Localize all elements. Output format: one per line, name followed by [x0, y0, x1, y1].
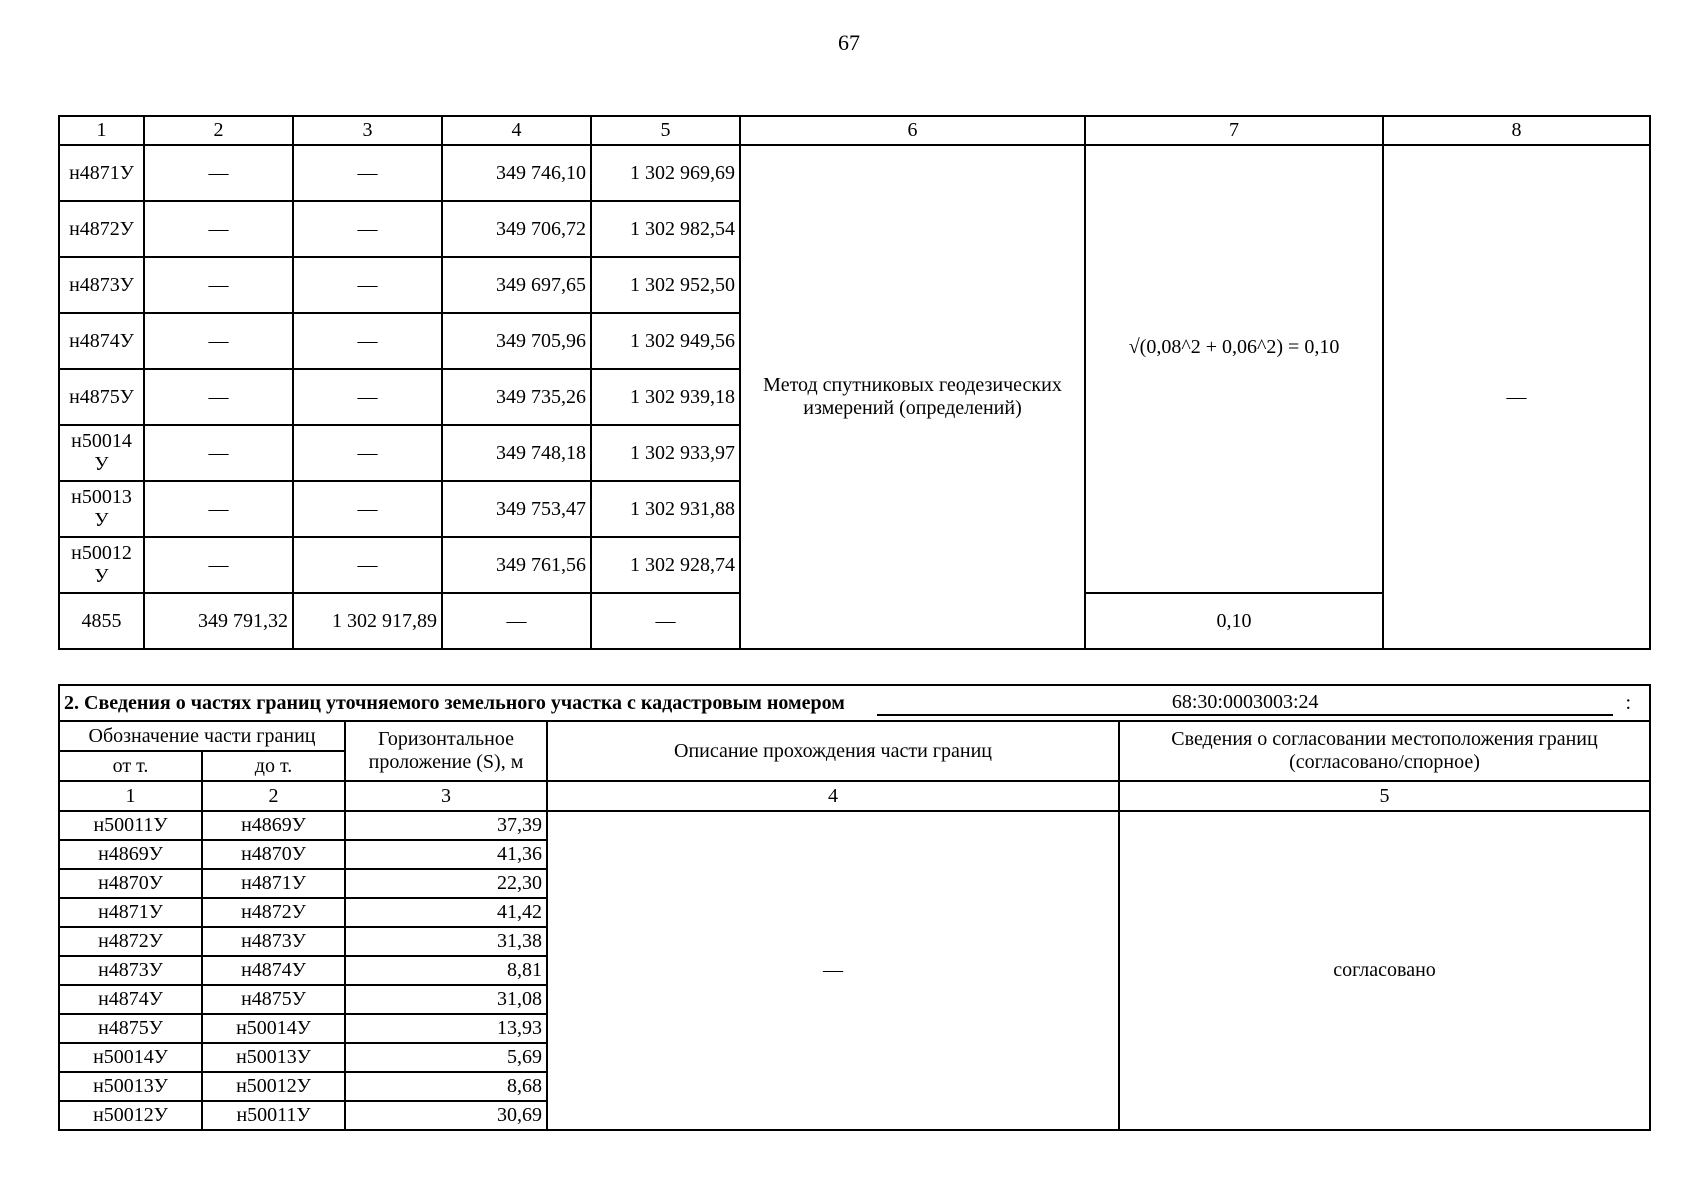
- horizontal-distance: 13,93: [345, 1014, 547, 1043]
- method-line1: Метод спутниковых геодезических: [763, 374, 1062, 396]
- point-name-line: У: [94, 565, 109, 587]
- boundary-parts-table: [58, 684, 1651, 1131]
- from-point: н4874У: [59, 985, 202, 1014]
- table-row: [59, 811, 1650, 840]
- table2-col-number: 5: [1119, 781, 1650, 811]
- description-value: —: [547, 811, 1119, 1130]
- point-name-line: н4874У: [69, 329, 134, 352]
- coord-c5: 1 302 931,88: [591, 481, 740, 537]
- page-number: 67: [838, 30, 860, 55]
- coord-c2: —: [144, 201, 293, 257]
- coord-c3: —: [293, 313, 442, 369]
- from-point: н50011У: [59, 811, 202, 840]
- header-part-designation: Обозначение части границ: [59, 721, 345, 751]
- coord-c4: 349 735,26: [442, 369, 591, 425]
- table1-header-cell: 1: [59, 116, 144, 145]
- coord-c3: —: [293, 257, 442, 313]
- from-point: н4875У: [59, 1014, 202, 1043]
- coord-c4: 349 705,96: [442, 313, 591, 369]
- table1-header-row: [59, 116, 1650, 145]
- coord-c5: 1 302 969,69: [591, 145, 740, 201]
- measurement-method: [740, 145, 1085, 649]
- horizontal-distance: 8,68: [345, 1072, 547, 1101]
- coord-c5: 1 302 952,50: [591, 257, 740, 313]
- coord-c3: —: [293, 537, 442, 593]
- table1-header-cell: 7: [1085, 116, 1383, 145]
- coord-c2: —: [144, 369, 293, 425]
- coord-c3: 1 302 917,89: [293, 593, 442, 649]
- coord-c5: 1 302 939,18: [591, 369, 740, 425]
- header-horizontal-line2: проложение (S), м: [368, 751, 524, 773]
- header-agreement-line2: (согласовано/спорное): [1289, 751, 1480, 773]
- coord-c4: 349 697,65: [442, 257, 591, 313]
- to-point: н50014У: [202, 1014, 345, 1043]
- table2-col-number: 1: [59, 781, 202, 811]
- coord-c2: —: [144, 481, 293, 537]
- point-name-line: н4875У: [69, 385, 134, 408]
- header-agreement: [1119, 721, 1650, 781]
- point-name-line: н4873У: [69, 273, 134, 296]
- table2-number-row: [59, 781, 1650, 811]
- table2-header-row: [59, 721, 1650, 751]
- point-name: [59, 313, 144, 369]
- horizontal-distance: 41,36: [345, 840, 547, 869]
- table1-header-cell: 8: [1383, 116, 1650, 145]
- coord-c4: 349 753,47: [442, 481, 591, 537]
- table1-header-cell: 6: [740, 116, 1085, 145]
- point-name: [59, 537, 144, 593]
- coord-c2: —: [144, 257, 293, 313]
- header-to: до т.: [202, 751, 345, 781]
- coord-c3: —: [293, 369, 442, 425]
- from-point: н50014У: [59, 1043, 202, 1072]
- coord-c4: 349 706,72: [442, 201, 591, 257]
- table1-header-cell: 3: [293, 116, 442, 145]
- section2-title-row: [59, 685, 1650, 721]
- from-point: н4872У: [59, 927, 202, 956]
- point-name-line: У: [94, 509, 109, 531]
- header-horizontal-line1: Горизонтальное: [378, 728, 514, 750]
- horizontal-distance: 37,39: [345, 811, 547, 840]
- table-row: [59, 145, 1650, 201]
- horizontal-distance: 8,81: [345, 956, 547, 985]
- table2-col-number: 4: [547, 781, 1119, 811]
- coord-c5: 1 302 928,74: [591, 537, 740, 593]
- point-name-line: н50012: [71, 542, 132, 564]
- coord-c2: —: [144, 425, 293, 481]
- from-point: н4873У: [59, 956, 202, 985]
- point-name: [59, 369, 144, 425]
- point-name-line: н4871У: [69, 161, 134, 184]
- to-point: н50012У: [202, 1072, 345, 1101]
- coord-c2: 349 791,32: [144, 593, 293, 649]
- horizontal-distance: 5,69: [345, 1043, 547, 1072]
- section2-title: 2. Сведения о частях границ уточняемого земельного участка с кадастровым номером: [64, 691, 845, 714]
- coord-c3: —: [293, 145, 442, 201]
- agreement-value: согласовано: [1119, 811, 1650, 1130]
- horizontal-distance: 41,42: [345, 898, 547, 927]
- coord-c5: 1 302 933,97: [591, 425, 740, 481]
- coord-c3: —: [293, 201, 442, 257]
- section2-title-cell: [59, 685, 1650, 721]
- point-name-line: н4872У: [69, 217, 134, 240]
- from-point: н50013У: [59, 1072, 202, 1101]
- horizontal-distance: 30,69: [345, 1101, 547, 1130]
- coordinates-table: [58, 115, 1651, 650]
- cadastral-number: 68:30:0003003:24: [877, 690, 1614, 716]
- coord-c2: —: [144, 313, 293, 369]
- point-name: [59, 425, 144, 481]
- to-point: н4873У: [202, 927, 345, 956]
- point-name: [59, 481, 144, 537]
- table2-col-number: 3: [345, 781, 547, 811]
- to-point: н50011У: [202, 1101, 345, 1130]
- coord-c4: 349 748,18: [442, 425, 591, 481]
- point-name: [59, 593, 144, 649]
- point-name-line: У: [94, 453, 109, 475]
- horizontal-distance: 31,38: [345, 927, 547, 956]
- section2-colon: :: [1625, 691, 1632, 714]
- coord-c5: 1 302 982,54: [591, 201, 740, 257]
- coord-c2: —: [144, 145, 293, 201]
- header-agreement-line1: Сведения о согласовании местоположения границ: [1171, 728, 1598, 750]
- header-horizontal-distance: [345, 721, 547, 781]
- to-point: н4871У: [202, 869, 345, 898]
- method-line2: измерений (определений): [803, 397, 1022, 419]
- col8-value: —: [1383, 145, 1650, 649]
- table2-col-number: 2: [202, 781, 345, 811]
- header-description: Описание прохождения части границ: [547, 721, 1119, 781]
- horizontal-distance: 22,30: [345, 869, 547, 898]
- point-name-line: 4855: [81, 609, 122, 632]
- coord-c5: 1 302 949,56: [591, 313, 740, 369]
- to-point: н4870У: [202, 840, 345, 869]
- horizontal-distance: 31,08: [345, 985, 547, 1014]
- from-point: н50012У: [59, 1101, 202, 1130]
- to-point: н4874У: [202, 956, 345, 985]
- to-point: н50013У: [202, 1043, 345, 1072]
- from-point: н4869У: [59, 840, 202, 869]
- to-point: н4869У: [202, 811, 345, 840]
- coord-c4: 349 746,10: [442, 145, 591, 201]
- point-name: [59, 145, 144, 201]
- point-name-line: н50013: [71, 486, 132, 508]
- to-point: н4875У: [202, 985, 345, 1014]
- table1-header-cell: 4: [442, 116, 591, 145]
- from-point: н4871У: [59, 898, 202, 927]
- coord-c3: —: [293, 481, 442, 537]
- coord-c5: —: [591, 593, 740, 649]
- coord-c3: —: [293, 425, 442, 481]
- to-point: н4872У: [202, 898, 345, 927]
- header-from: от т.: [59, 751, 202, 781]
- accuracy-last: 0,10: [1085, 593, 1383, 649]
- coord-c4: 349 761,56: [442, 537, 591, 593]
- from-point: н4870У: [59, 869, 202, 898]
- table1-header-cell: 2: [144, 116, 293, 145]
- coord-c2: —: [144, 537, 293, 593]
- accuracy-formula: √(0,08^2 + 0,06^2) = 0,10: [1085, 145, 1383, 593]
- point-name: [59, 201, 144, 257]
- point-name-line: н50014: [71, 430, 132, 452]
- point-name: [59, 257, 144, 313]
- table1-header-cell: 5: [591, 116, 740, 145]
- coord-c4: —: [442, 593, 591, 649]
